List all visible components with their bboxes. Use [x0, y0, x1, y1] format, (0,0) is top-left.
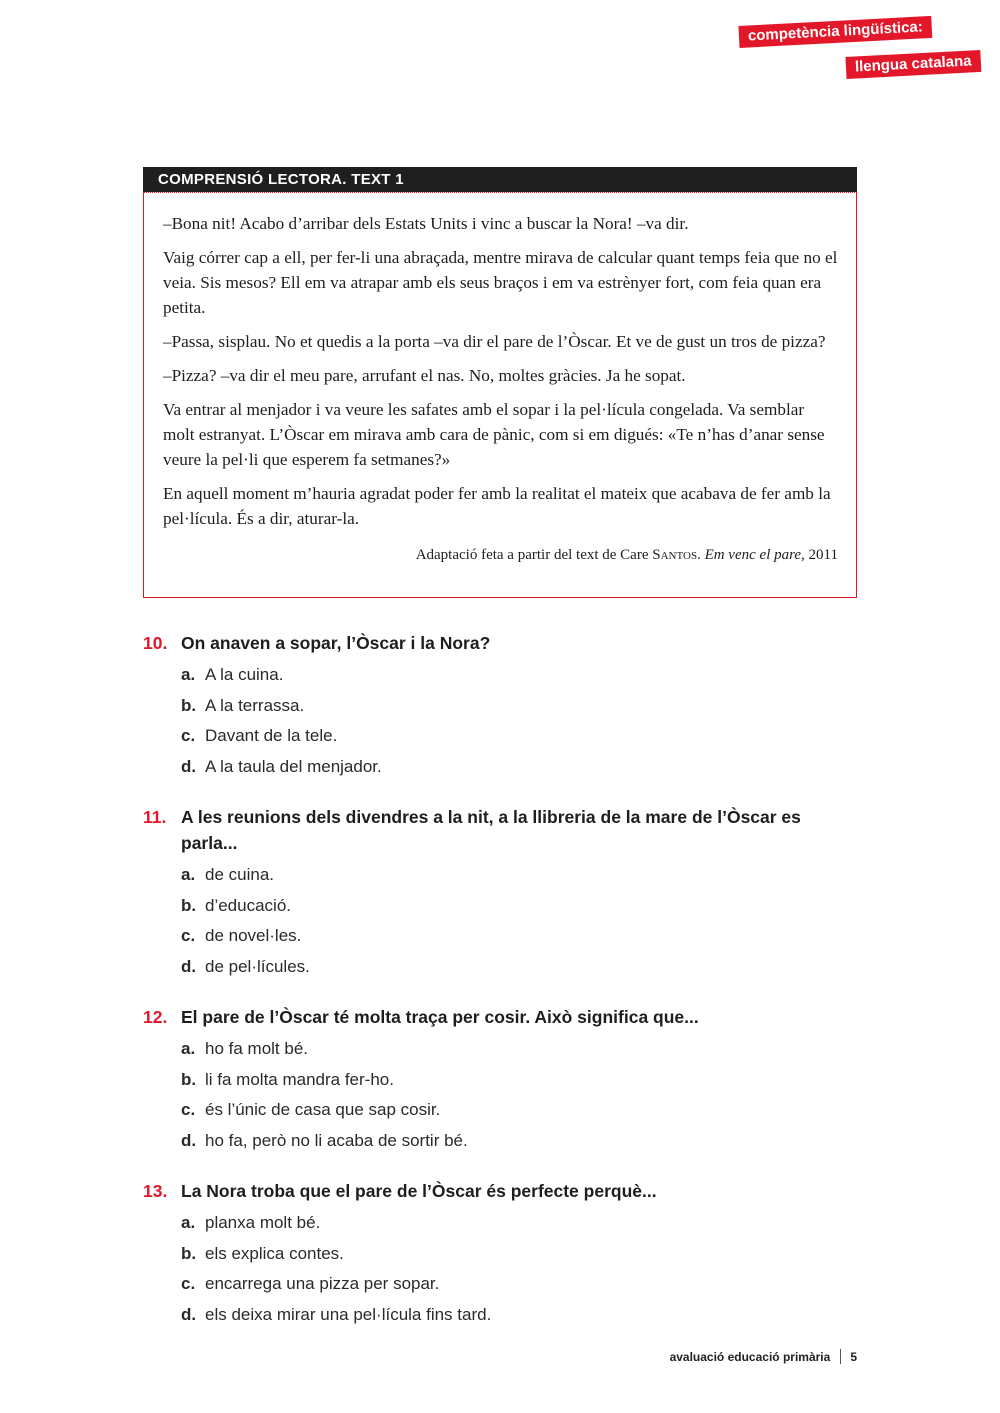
option-text: de cuina.	[205, 865, 274, 884]
question-number: 12.	[143, 1007, 168, 1027]
option-text: encarrega una pizza per sopar.	[205, 1274, 440, 1293]
question-11	[143, 804, 857, 982]
answer-option[interactable]	[181, 721, 857, 752]
option-text: A la cuina.	[205, 665, 284, 684]
option-letter: d.	[181, 1130, 197, 1150]
answer-options	[181, 660, 857, 782]
option-letter: a.	[181, 1213, 196, 1232]
answer-option[interactable]	[181, 1300, 857, 1331]
question-number: 13.	[143, 1181, 168, 1201]
question-10	[143, 630, 857, 782]
option-text: és l’únic de casa que sap cosir.	[205, 1100, 441, 1119]
source-prefix: Adaptació feta a partir del text de Care	[415, 547, 653, 563]
answer-option[interactable]	[181, 660, 857, 691]
passage-paragraph: –Pizza? –va dir el meu pare, arrufant el nas. No, moltes gràcies. Ja he sopat.	[163, 366, 686, 385]
answer-option[interactable]	[181, 921, 857, 952]
section-title: COMPRENSIÓ LECTORA. TEXT 1	[143, 167, 857, 192]
answer-option[interactable]	[181, 952, 857, 983]
footer-label: avaluació educació primària	[669, 1349, 831, 1364]
option-text: de novel·les.	[205, 926, 302, 945]
passage-paragraph: En aquell moment m’hauria agradat poder fer amb la realitat el mateix que acabava de fer amb la pel·lícula. És a dir, aturar-la.	[163, 484, 831, 528]
option-letter: d.	[181, 956, 197, 976]
option-letter: b.	[181, 695, 197, 715]
passage-paragraph: –Passa, sisplau. No et quedis a la porta –va dir el pare de l’Òscar. Et ve de gust un tros de pizza?	[163, 332, 826, 351]
option-text: planxa molt bé.	[205, 1213, 321, 1232]
answer-option[interactable]	[181, 1239, 857, 1270]
question-text: La Nora troba que el pare de l’Òscar és perfecte perquè...	[181, 1181, 657, 1201]
footer-divider	[840, 1349, 841, 1364]
reading-passage	[143, 192, 857, 598]
option-text: d’educació.	[205, 895, 292, 915]
question-13	[143, 1178, 857, 1330]
answer-option[interactable]	[181, 1208, 857, 1239]
option-text: ho fa molt bé.	[205, 1039, 309, 1058]
option-letter: b.	[181, 1243, 197, 1263]
source-separator: .	[697, 547, 705, 563]
answer-options	[181, 1034, 857, 1156]
answer-option[interactable]	[181, 1269, 857, 1300]
subject-tag-language: llengua catalana	[845, 50, 981, 79]
option-text: els explica contes.	[205, 1243, 344, 1263]
answer-option[interactable]	[181, 1034, 857, 1065]
option-letter: a.	[181, 865, 196, 884]
option-letter: c.	[181, 726, 196, 745]
option-letter: b.	[181, 895, 197, 915]
option-text: A la taula del menjador.	[205, 756, 382, 776]
question-12	[143, 1004, 857, 1156]
answer-option[interactable]	[181, 1065, 857, 1096]
option-letter: c.	[181, 1100, 196, 1119]
source-work: Em venc el pare	[704, 547, 802, 563]
option-text: A la terrassa.	[205, 695, 305, 715]
option-letter: b.	[181, 1069, 197, 1089]
source-author: Santos	[652, 547, 698, 563]
answer-option[interactable]	[181, 1095, 857, 1126]
answer-options	[181, 860, 857, 982]
answer-options	[181, 1208, 857, 1330]
passage-source	[163, 543, 838, 568]
question-text: On anaven a sopar, l’Òscar i la Nora?	[181, 633, 491, 653]
answer-option[interactable]	[181, 752, 857, 783]
option-text: ho fa, però no li acaba de sortir bé.	[205, 1130, 468, 1150]
option-text: de pel·lícules.	[205, 956, 310, 976]
page-footer	[670, 1349, 857, 1364]
option-letter: d.	[181, 756, 197, 776]
source-year: , 2011	[801, 547, 838, 563]
passage-paragraph: Va entrar al menjador i va veure les safates amb el sopar i la pel·lícula congelada. Va semblar molt estranyat. L’Òscar em mirava amb cara de pànic, com si em digués: «Te n’has d’anar sense veure la pel·li que esperem fa setmanes?»	[163, 400, 825, 469]
question-text: El pare de l’Òscar té molta traça per cosir. Això significa que...	[181, 1007, 699, 1027]
option-text: els deixa mirar una pel·lícula fins tard.	[205, 1304, 492, 1324]
question-number: 11.	[143, 807, 167, 827]
answer-option[interactable]	[181, 1126, 857, 1157]
question-text: A les reunions dels divendres a la nit, a la llibreria de la mare de l’Òscar es parla...	[181, 807, 801, 853]
answer-option[interactable]	[181, 860, 857, 891]
question-number: 10.	[143, 633, 168, 653]
option-letter: c.	[181, 1274, 196, 1293]
option-letter: a.	[181, 1039, 196, 1058]
option-text: li fa molta mandra fer-ho.	[205, 1069, 394, 1089]
passage-paragraph: Vaig córrer cap a ell, per fer-li una abraçada, mentre mirava de calcular quant temps feia que no el veia. Sis mesos? Ell em va atrapar amb els seus braços i em va estrènyer fort, com feia quan era petita.	[163, 248, 838, 317]
page-number: 5	[850, 1349, 857, 1364]
option-letter: a.	[181, 665, 196, 684]
option-letter: d.	[181, 1304, 197, 1324]
option-letter: c.	[181, 926, 196, 945]
answer-option[interactable]	[181, 691, 857, 722]
subject-tag-competence: competència lingüística:	[738, 16, 932, 48]
passage-paragraph: –Bona nit! Acabo d’arribar dels Estats Units i vinc a buscar la Nora! –va dir.	[163, 214, 689, 233]
option-text: Davant de la tele.	[205, 726, 338, 745]
answer-option[interactable]	[181, 891, 857, 922]
